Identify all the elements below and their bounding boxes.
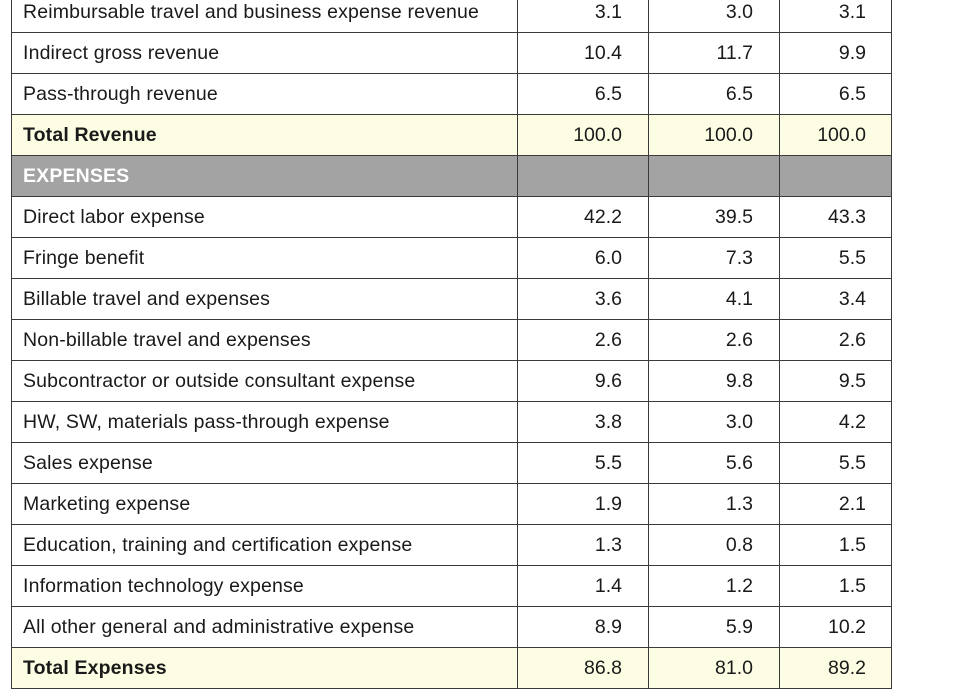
section-cell <box>780 156 892 197</box>
row-value-col3: 3.4 <box>780 279 892 320</box>
table-row <box>12 607 892 648</box>
row-label: Indirect gross revenue <box>12 33 518 74</box>
row-value-col2: 5.6 <box>649 443 780 484</box>
total-revenue-col3: 100.0 <box>780 115 892 156</box>
row-label: Sales expense <box>12 443 518 484</box>
row-value-col2: 3.0 <box>649 0 780 33</box>
table-row <box>12 361 892 402</box>
row-value-col1: 1.4 <box>518 566 649 607</box>
row-label: Pass-through revenue <box>12 74 518 115</box>
table-row <box>12 402 892 443</box>
table-row <box>12 566 892 607</box>
row-value-col1: 1.9 <box>518 484 649 525</box>
row-value-col2: 9.8 <box>649 361 780 402</box>
row-label: Education, training and certification expense <box>12 525 518 566</box>
table-row <box>12 33 892 74</box>
total-expenses-col3: 89.2 <box>780 648 892 689</box>
table-row <box>12 0 892 33</box>
row-value-col1: 6.5 <box>518 74 649 115</box>
row-label: Billable travel and expenses <box>12 279 518 320</box>
row-value-col2: 2.6 <box>649 320 780 361</box>
row-label: Information technology expense <box>12 566 518 607</box>
row-value-col1: 10.4 <box>518 33 649 74</box>
row-label: Direct labor expense <box>12 197 518 238</box>
total-expenses-col2: 81.0 <box>649 648 780 689</box>
row-label: Fringe benefit <box>12 238 518 279</box>
row-label: Non-billable travel and expenses <box>12 320 518 361</box>
row-value-col3: 1.5 <box>780 525 892 566</box>
table-row <box>12 320 892 361</box>
table-row <box>12 443 892 484</box>
row-value-col1: 3.1 <box>518 0 649 33</box>
row-value-col3: 2.6 <box>780 320 892 361</box>
row-value-col2: 1.3 <box>649 484 780 525</box>
table-row <box>12 197 892 238</box>
table-row <box>12 74 892 115</box>
total-expenses-label: Total Expenses <box>12 648 518 689</box>
row-value-col3: 9.9 <box>780 33 892 74</box>
row-label: Subcontractor or outside consultant expense <box>12 361 518 402</box>
row-value-col2: 39.5 <box>649 197 780 238</box>
table-row <box>12 279 892 320</box>
row-value-col3: 1.5 <box>780 566 892 607</box>
row-value-col2: 6.5 <box>649 74 780 115</box>
row-value-col2: 5.9 <box>649 607 780 648</box>
total-revenue-col2: 100.0 <box>649 115 780 156</box>
row-value-col1: 8.9 <box>518 607 649 648</box>
row-label: Marketing expense <box>12 484 518 525</box>
row-label: Reimbursable travel and business expense revenue <box>12 0 518 33</box>
row-value-col1: 2.6 <box>518 320 649 361</box>
table-row <box>12 238 892 279</box>
row-value-col1: 3.6 <box>518 279 649 320</box>
row-value-col3: 5.5 <box>780 443 892 484</box>
row-value-col2: 1.2 <box>649 566 780 607</box>
row-value-col1: 6.0 <box>518 238 649 279</box>
row-label: All other general and administrative expense <box>12 607 518 648</box>
row-value-col3: 4.2 <box>780 402 892 443</box>
financial-table <box>11 0 892 689</box>
row-value-col2: 3.0 <box>649 402 780 443</box>
row-value-col1: 1.3 <box>518 525 649 566</box>
row-value-col3: 43.3 <box>780 197 892 238</box>
table-row <box>12 525 892 566</box>
row-value-col3: 10.2 <box>780 607 892 648</box>
row-value-col3: 5.5 <box>780 238 892 279</box>
row-value-col2: 11.7 <box>649 33 780 74</box>
financial-table-container <box>11 0 891 689</box>
row-value-col3: 6.5 <box>780 74 892 115</box>
row-value-col3: 9.5 <box>780 361 892 402</box>
row-value-col1: 42.2 <box>518 197 649 238</box>
row-value-col2: 0.8 <box>649 525 780 566</box>
row-value-col3: 2.1 <box>780 484 892 525</box>
row-value-col3: 3.1 <box>780 0 892 33</box>
row-value-col2: 7.3 <box>649 238 780 279</box>
total-revenue-row <box>12 115 892 156</box>
table-row <box>12 484 892 525</box>
expenses-section-header <box>12 156 892 197</box>
total-revenue-col1: 100.0 <box>518 115 649 156</box>
section-title-expenses: EXPENSES <box>12 156 518 197</box>
section-cell <box>649 156 780 197</box>
row-value-col1: 3.8 <box>518 402 649 443</box>
total-expenses-col1: 86.8 <box>518 648 649 689</box>
row-value-col1: 5.5 <box>518 443 649 484</box>
row-value-col1: 9.6 <box>518 361 649 402</box>
total-revenue-label: Total Revenue <box>12 115 518 156</box>
row-value-col2: 4.1 <box>649 279 780 320</box>
total-expenses-row <box>12 648 892 689</box>
section-cell <box>518 156 649 197</box>
row-label: HW, SW, materials pass-through expense <box>12 402 518 443</box>
